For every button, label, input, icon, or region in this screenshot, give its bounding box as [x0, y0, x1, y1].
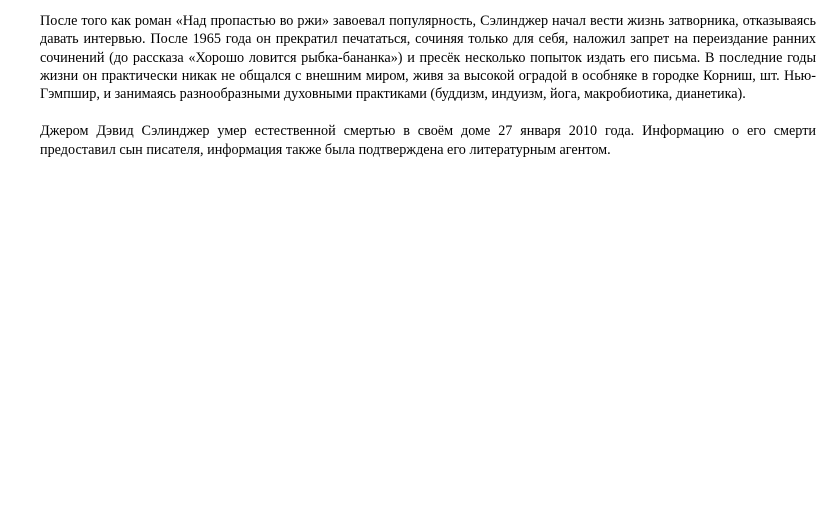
paragraph-biography-seclusion: После того как роман «Над пропастью во ржи» завоевал популярность, Сэлинджер начал вести жизнь затворника, отказываясь давать интервью. После 1965 года он прекратил печататься, сочиняя только для себя, наложил запрет на переиздание ранних сочинений (до рассказа «Хорошо ловится рыбка-бананка») и пресёк несколько попыток издать его письма. В последние годы жизни он практически никак не общался с внешним миром, живя за высокой оградой в особняке в городке Корниш, шт. Нью-Гэмпшир, и занимаясь разнообразными духовными практиками (буддизм, индуизм, йога, макробиотика, дианетика). — [40, 13, 816, 103]
document-body — [40, 12, 816, 159]
paragraph-biography-death: Джером Дэвид Сэлинджер умер естественной смертью в своём доме 27 января 2010 года. Информацию о его смерти предоставил сын писателя, информация также была подтверждена его литературным агентом. — [40, 123, 816, 158]
